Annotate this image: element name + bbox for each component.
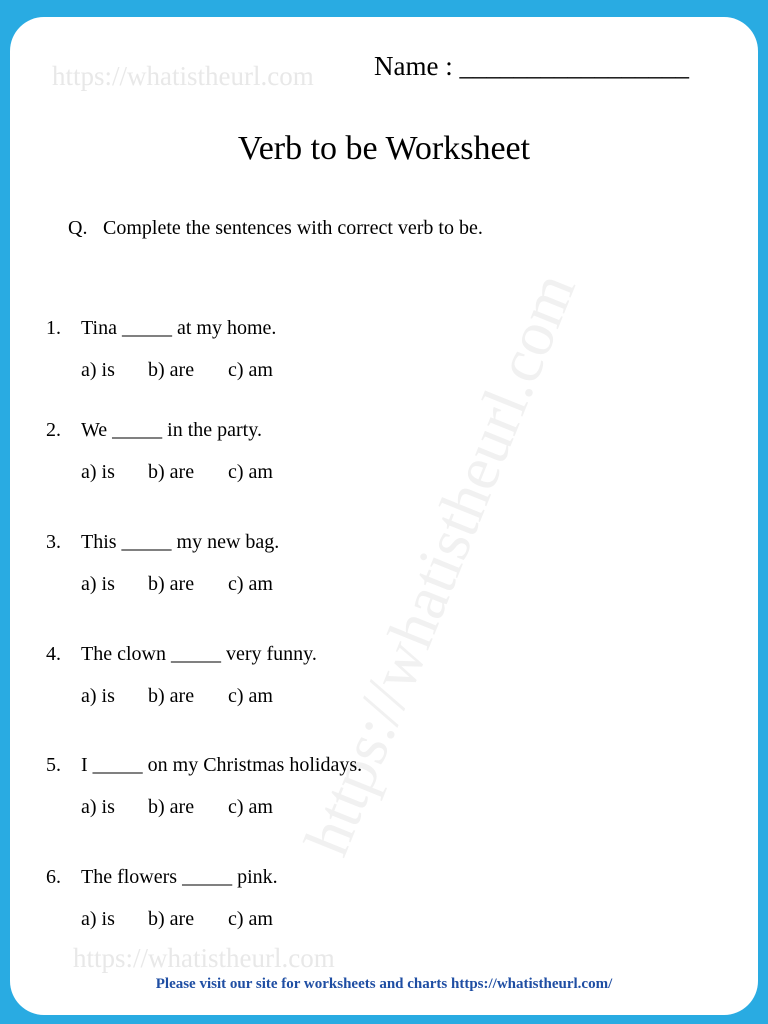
question-2-options [81,461,273,484]
question-number: 6. [46,866,61,888]
question-text: We _____ in the party. [81,419,262,441]
question-2 [46,419,262,442]
question-text: The flowers _____ pink. [81,866,278,888]
option-b: b) are [148,573,195,595]
option-b: b) are [148,908,195,930]
option-b: b) are [148,685,195,707]
worksheet-page [10,17,758,1015]
option-a: a) is [81,796,115,818]
option-c: c) am [228,359,273,381]
footer-site-link[interactable]: Please visit our site for worksheets and charts https://whatistheurl.com/ [155,976,613,992]
question-3-options [81,573,273,596]
name-field-line: Name : _________________ [374,51,689,81]
option-a: a) is [81,359,115,381]
question-number: 1. [46,317,61,339]
option-a: a) is [81,685,115,707]
option-c: c) am [228,461,273,483]
question-text: I _____ on my Christmas holidays. [81,754,363,776]
question-number: 3. [46,531,61,553]
watermark-diagonal: https://whatistheurl.com [290,262,589,865]
question-3 [46,531,279,554]
option-c: c) am [228,796,273,818]
option-a: a) is [81,461,115,483]
question-5-options [81,796,273,819]
question-number: 2. [46,419,61,441]
question-6 [46,866,278,889]
question-5 [46,754,362,777]
question-text: Tina _____ at my home. [81,317,277,339]
option-c: c) am [228,908,273,930]
option-b: b) are [148,796,195,818]
question-1 [46,317,276,340]
watermark-bottom: https://whatistheurl.com [73,943,335,973]
option-b: b) are [148,359,195,381]
question-text: The clown _____ very funny. [81,643,317,665]
option-a: a) is [81,908,115,930]
instruction-text: Complete the sentences with correct verb to be. [103,217,483,239]
question-1-options [81,359,273,382]
option-c: c) am [228,685,273,707]
question-4 [46,643,317,666]
option-b: b) are [148,461,195,483]
question-4-options [81,685,273,708]
question-number: 4. [46,643,61,665]
question-6-options [81,908,273,931]
watermark-top: https://whatistheurl.com [52,61,314,91]
option-c: c) am [228,573,273,595]
question-number: 5. [46,754,61,776]
instruction-marker: Q. [68,217,88,239]
question-text: This _____ my new bag. [81,531,280,553]
instruction [68,217,483,240]
worksheet-title: Verb to be Worksheet [237,130,531,167]
option-a: a) is [81,573,115,595]
